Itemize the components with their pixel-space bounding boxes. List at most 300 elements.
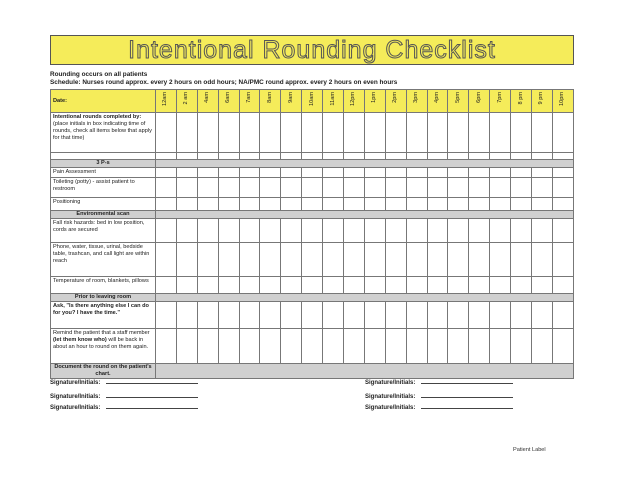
signature-label: Signature/Initials: (365, 405, 416, 411)
check-cell[interactable] (239, 177, 260, 197)
check-cell[interactable] (302, 242, 323, 276)
check-cell[interactable] (364, 218, 385, 242)
check-cell[interactable] (552, 177, 573, 197)
check-cell[interactable] (511, 177, 532, 197)
time-label: 8am (266, 92, 273, 103)
check-cell[interactable] (176, 197, 197, 210)
ask-row (51, 301, 574, 328)
check-cell[interactable] (260, 113, 281, 153)
row-text: Positioning (53, 198, 81, 205)
check-cell[interactable] (239, 167, 260, 177)
time-header (511, 90, 532, 113)
check-cell[interactable] (281, 276, 302, 293)
section-env (51, 210, 574, 218)
check-cell[interactable] (281, 197, 302, 210)
check-cell[interactable] (239, 218, 260, 242)
toileting-row-label (51, 177, 156, 197)
check-cell[interactable] (469, 197, 490, 210)
check-cell[interactable] (385, 197, 406, 210)
check-cell[interactable] (156, 328, 177, 363)
check-cell[interactable] (385, 153, 406, 160)
check-cell[interactable] (260, 153, 281, 160)
check-cell[interactable] (323, 153, 344, 160)
time-header (302, 90, 323, 113)
check-cell[interactable] (239, 301, 260, 328)
time-header (197, 90, 218, 113)
signature-blank[interactable] (106, 397, 198, 398)
check-cell[interactable] (344, 276, 365, 293)
check-cell[interactable] (156, 167, 177, 177)
check-cell[interactable] (511, 218, 532, 242)
check-cell[interactable] (406, 276, 427, 293)
check-cell[interactable] (511, 328, 532, 363)
subtitle-schedule: Schedule: Nurses round approx. every 2 hours on odd hours; NA/PMC round approx. every 2 hours on even hours (50, 79, 398, 86)
check-cell[interactable] (385, 301, 406, 328)
check-cell[interactable] (469, 276, 490, 293)
check-cell[interactable] (385, 276, 406, 293)
check-cell[interactable] (260, 197, 281, 210)
check-cell[interactable] (490, 328, 511, 363)
check-cell[interactable] (218, 218, 239, 242)
check-cell[interactable] (176, 301, 197, 328)
check-cell[interactable] (364, 177, 385, 197)
check-cell[interactable] (281, 242, 302, 276)
time-header (469, 90, 490, 113)
check-cell[interactable] (406, 328, 427, 363)
time-header (490, 90, 511, 113)
check-cell[interactable] (260, 328, 281, 363)
check-cell[interactable] (469, 113, 490, 153)
check-cell[interactable] (239, 276, 260, 293)
check-cell[interactable] (406, 218, 427, 242)
time-label: 10pm (559, 92, 566, 106)
fall-row (51, 218, 574, 242)
check-cell[interactable] (448, 328, 469, 363)
check-cell[interactable] (156, 301, 177, 328)
time-label: 12pm (350, 92, 357, 106)
check-cell[interactable] (448, 153, 469, 160)
check-cell[interactable] (260, 167, 281, 177)
subtitle-rounding: Rounding occurs on all patients (50, 71, 148, 78)
check-cell[interactable] (197, 242, 218, 276)
check-cell[interactable] (406, 153, 427, 160)
checklist-table (50, 89, 574, 379)
check-cell[interactable] (344, 301, 365, 328)
check-cell[interactable] (176, 113, 197, 153)
check-cell[interactable] (427, 177, 448, 197)
time-header (406, 90, 427, 113)
check-cell[interactable] (176, 218, 197, 242)
check-cell[interactable] (260, 242, 281, 276)
check-cell[interactable] (406, 113, 427, 153)
check-cell[interactable] (490, 218, 511, 242)
check-cell[interactable] (344, 218, 365, 242)
rounds-row (51, 113, 574, 153)
check-cell[interactable] (364, 113, 385, 153)
check-cell[interactable] (197, 167, 218, 177)
check-cell[interactable] (176, 242, 197, 276)
check-cell[interactable] (364, 301, 385, 328)
row-text: Fall risk hazards: bed in low position, cords are secured (53, 219, 145, 233)
signature-label: Signature/Initials: (365, 394, 416, 400)
check-cell[interactable] (364, 242, 385, 276)
time-label: 7am (246, 92, 253, 103)
section-fill (156, 363, 574, 378)
check-cell[interactable] (532, 328, 553, 363)
check-cell[interactable] (469, 301, 490, 328)
row-text: (place initials in box indicating time of rounds, check all items below that apply for that time) (53, 120, 152, 141)
check-cell[interactable] (197, 328, 218, 363)
check-cell[interactable] (197, 197, 218, 210)
check-cell[interactable] (490, 242, 511, 276)
positioning-row-label (51, 197, 156, 210)
check-cell[interactable] (532, 167, 553, 177)
check-cell[interactable] (344, 153, 365, 160)
check-cell[interactable] (344, 167, 365, 177)
check-cell[interactable] (281, 153, 302, 160)
check-cell[interactable] (323, 197, 344, 210)
check-cell[interactable] (260, 177, 281, 197)
time-header (552, 90, 573, 113)
check-cell[interactable] (385, 242, 406, 276)
check-cell[interactable] (176, 328, 197, 363)
patient-label: Patient Label (513, 447, 546, 453)
spacer-row (51, 153, 574, 160)
check-cell[interactable] (364, 167, 385, 177)
check-cell[interactable] (532, 177, 553, 197)
check-cell[interactable] (490, 197, 511, 210)
row-text: Intentional rounds completed by: (53, 114, 142, 120)
fall-row-label (51, 218, 156, 242)
remind-row (51, 328, 574, 363)
check-cell[interactable] (176, 276, 197, 293)
row-text: Pain Assessment (53, 168, 96, 175)
check-cell[interactable] (218, 328, 239, 363)
signature-line[interactable] (365, 394, 513, 400)
time-header (239, 90, 260, 113)
check-cell[interactable] (176, 153, 197, 160)
check-cell[interactable] (469, 177, 490, 197)
time-label: 11am (329, 92, 336, 106)
check-cell[interactable] (302, 177, 323, 197)
check-cell[interactable] (427, 153, 448, 160)
check-cell[interactable] (218, 113, 239, 153)
temp-row (51, 276, 574, 293)
check-cell[interactable] (490, 113, 511, 153)
time-label: 10am (308, 92, 315, 106)
check-cell[interactable] (490, 301, 511, 328)
check-cell[interactable] (302, 328, 323, 363)
check-cell[interactable] (302, 167, 323, 177)
check-cell[interactable] (218, 167, 239, 177)
check-cell[interactable] (511, 276, 532, 293)
check-cell[interactable] (552, 328, 573, 363)
check-cell[interactable] (239, 113, 260, 153)
check-cell[interactable] (239, 328, 260, 363)
check-cell[interactable] (427, 218, 448, 242)
time-header (427, 90, 448, 113)
signature-label: Signature/Initials: (50, 394, 101, 400)
check-cell[interactable] (469, 328, 490, 363)
check-cell[interactable] (552, 242, 573, 276)
signature-line[interactable] (50, 394, 198, 400)
time-header (344, 90, 365, 113)
time-label: 9am (287, 92, 294, 103)
check-cell[interactable] (427, 167, 448, 177)
check-cell[interactable] (469, 218, 490, 242)
signature-label: Signature/Initials: (50, 405, 101, 411)
check-cell[interactable] (490, 167, 511, 177)
section-document (51, 363, 574, 378)
check-cell[interactable] (156, 276, 177, 293)
check-cell[interactable] (218, 276, 239, 293)
check-cell[interactable] (552, 197, 573, 210)
check-cell[interactable] (302, 276, 323, 293)
row-text: will be back in about an hour to round on them again. (53, 336, 149, 350)
check-cell[interactable] (218, 301, 239, 328)
signature-line[interactable] (50, 405, 198, 411)
rounds-row-label (51, 113, 156, 153)
time-label: 7pm (496, 92, 503, 103)
row-text: (let them know who) (53, 336, 107, 343)
check-cell[interactable] (552, 301, 573, 328)
time-header (364, 90, 385, 113)
check-cell[interactable] (406, 197, 427, 210)
check-cell[interactable] (323, 167, 344, 177)
check-cell[interactable] (302, 218, 323, 242)
date-label: Date: (51, 90, 156, 113)
check-cell[interactable] (323, 218, 344, 242)
signature-label: Signature/Initials: (365, 380, 416, 386)
check-cell[interactable] (552, 218, 573, 242)
check-cell[interactable] (532, 242, 553, 276)
check-cell[interactable] (552, 276, 573, 293)
check-cell[interactable] (197, 218, 218, 242)
check-cell[interactable] (511, 113, 532, 153)
time-label: 1pm (371, 92, 378, 103)
check-cell[interactable] (469, 167, 490, 177)
check-cell[interactable] (427, 242, 448, 276)
positioning-row (51, 197, 574, 210)
check-cell[interactable] (156, 153, 177, 160)
check-cell[interactable] (427, 301, 448, 328)
row-text: Toileting (potty) - assist patient to restroom (53, 178, 135, 192)
check-cell[interactable] (511, 153, 532, 160)
check-cell[interactable] (406, 242, 427, 276)
row-text: Temperature of room, blankets, pillows (53, 277, 149, 284)
section-prior-label: Prior to leaving room (51, 293, 156, 301)
check-cell[interactable] (281, 113, 302, 153)
check-cell[interactable] (197, 276, 218, 293)
check-cell[interactable] (323, 301, 344, 328)
check-cell[interactable] (385, 218, 406, 242)
check-cell[interactable] (323, 276, 344, 293)
check-cell[interactable] (281, 328, 302, 363)
section-fill (156, 160, 574, 168)
time-label: 6pm (475, 92, 482, 103)
check-cell[interactable] (448, 301, 469, 328)
check-cell[interactable] (156, 177, 177, 197)
check-cell[interactable] (344, 197, 365, 210)
time-label: 4pm (434, 92, 441, 103)
check-cell[interactable] (448, 242, 469, 276)
check-cell[interactable] (302, 197, 323, 210)
check-cell[interactable] (156, 218, 177, 242)
check-cell[interactable] (239, 197, 260, 210)
check-cell[interactable] (364, 197, 385, 210)
check-cell[interactable] (552, 153, 573, 160)
title-banner (50, 35, 574, 65)
check-cell[interactable] (406, 177, 427, 197)
check-cell[interactable] (469, 153, 490, 160)
check-cell[interactable] (218, 153, 239, 160)
pain-row-label (51, 167, 156, 177)
signature-blank[interactable] (106, 408, 198, 409)
time-label: 9 pm (538, 92, 545, 105)
check-cell[interactable] (364, 153, 385, 160)
check-cell[interactable] (364, 328, 385, 363)
signature-line[interactable] (365, 380, 513, 386)
pain-row (51, 167, 574, 177)
check-cell[interactable] (323, 113, 344, 153)
check-cell[interactable] (490, 177, 511, 197)
section-document-label: Document the round on the patient's chart. (51, 363, 156, 378)
check-cell[interactable] (406, 301, 427, 328)
check-cell[interactable] (344, 113, 365, 153)
check-cell[interactable] (218, 197, 239, 210)
check-cell[interactable] (176, 167, 197, 177)
time-header (385, 90, 406, 113)
time-label: 8 pm (517, 92, 524, 105)
check-cell[interactable] (552, 167, 573, 177)
signature-blank[interactable] (421, 408, 513, 409)
check-cell[interactable] (281, 218, 302, 242)
time-label: 12am (162, 92, 169, 106)
section-3ps (51, 160, 574, 168)
time-header (156, 90, 177, 113)
row-text: Remind the patient that a staff member (53, 329, 150, 336)
check-cell[interactable] (469, 242, 490, 276)
check-cell[interactable] (532, 218, 553, 242)
check-cell[interactable] (323, 242, 344, 276)
check-cell[interactable] (385, 167, 406, 177)
time-label: 6am (225, 92, 232, 103)
check-cell[interactable] (448, 177, 469, 197)
check-cell[interactable] (490, 153, 511, 160)
time-header (532, 90, 553, 113)
check-cell[interactable] (344, 328, 365, 363)
check-cell[interactable] (427, 328, 448, 363)
check-cell[interactable] (490, 276, 511, 293)
section-env-label: Environmental scan (51, 210, 156, 218)
check-cell[interactable] (323, 177, 344, 197)
signature-blank[interactable] (106, 383, 198, 384)
time-header (448, 90, 469, 113)
check-cell[interactable] (427, 276, 448, 293)
check-cell[interactable] (176, 177, 197, 197)
row-text: Ask, "Is there anything else I can do for you? I have the time." (53, 302, 149, 316)
check-cell[interactable] (260, 218, 281, 242)
check-cell[interactable] (260, 301, 281, 328)
check-cell[interactable] (511, 197, 532, 210)
section-fill (156, 293, 574, 301)
check-cell[interactable] (385, 177, 406, 197)
check-cell[interactable] (156, 242, 177, 276)
signature-line[interactable] (365, 405, 513, 411)
check-cell[interactable] (448, 167, 469, 177)
remind-row-label (51, 328, 156, 363)
spacer-row-label (51, 153, 156, 160)
check-cell[interactable] (344, 177, 365, 197)
signature-line[interactable] (50, 380, 198, 386)
signature-blank[interactable] (421, 383, 513, 384)
check-cell[interactable] (448, 276, 469, 293)
check-cell[interactable] (239, 242, 260, 276)
check-cell[interactable] (448, 113, 469, 153)
check-cell[interactable] (511, 167, 532, 177)
time-header (260, 90, 281, 113)
check-cell[interactable] (532, 276, 553, 293)
check-cell[interactable] (323, 328, 344, 363)
time-header (323, 90, 344, 113)
check-cell[interactable] (448, 218, 469, 242)
check-cell[interactable] (532, 301, 553, 328)
check-cell[interactable] (197, 113, 218, 153)
check-cell[interactable] (385, 328, 406, 363)
check-cell[interactable] (197, 177, 218, 197)
toileting-row (51, 177, 574, 197)
check-cell[interactable] (448, 197, 469, 210)
check-cell[interactable] (511, 301, 532, 328)
check-cell[interactable] (552, 113, 573, 153)
check-cell[interactable] (156, 113, 177, 153)
time-label: 2pm (392, 92, 399, 103)
check-cell[interactable] (364, 276, 385, 293)
check-cell[interactable] (197, 301, 218, 328)
check-cell[interactable] (260, 276, 281, 293)
check-cell[interactable] (281, 167, 302, 177)
check-cell[interactable] (532, 197, 553, 210)
check-cell[interactable] (406, 167, 427, 177)
check-cell[interactable] (427, 113, 448, 153)
check-cell[interactable] (385, 113, 406, 153)
phone-row-label (51, 242, 156, 276)
check-cell[interactable] (197, 153, 218, 160)
section-fill (156, 210, 574, 218)
check-cell[interactable] (302, 113, 323, 153)
time-label: 4am (204, 92, 211, 103)
check-cell[interactable] (344, 242, 365, 276)
check-cell[interactable] (532, 153, 553, 160)
page-title: Intentional Rounding Checklist (128, 35, 496, 64)
check-cell[interactable] (281, 301, 302, 328)
check-cell[interactable] (427, 197, 448, 210)
check-cell[interactable] (156, 197, 177, 210)
check-cell[interactable] (302, 153, 323, 160)
check-cell[interactable] (218, 177, 239, 197)
check-cell[interactable] (511, 242, 532, 276)
check-cell[interactable] (239, 153, 260, 160)
check-cell[interactable] (302, 301, 323, 328)
section-3ps-label: 3 P-s (51, 160, 156, 168)
signature-label: Signature/Initials: (50, 380, 101, 386)
check-cell[interactable] (218, 242, 239, 276)
time-header (218, 90, 239, 113)
check-cell[interactable] (281, 177, 302, 197)
signature-blank[interactable] (421, 397, 513, 398)
section-prior (51, 293, 574, 301)
check-cell[interactable] (532, 113, 553, 153)
